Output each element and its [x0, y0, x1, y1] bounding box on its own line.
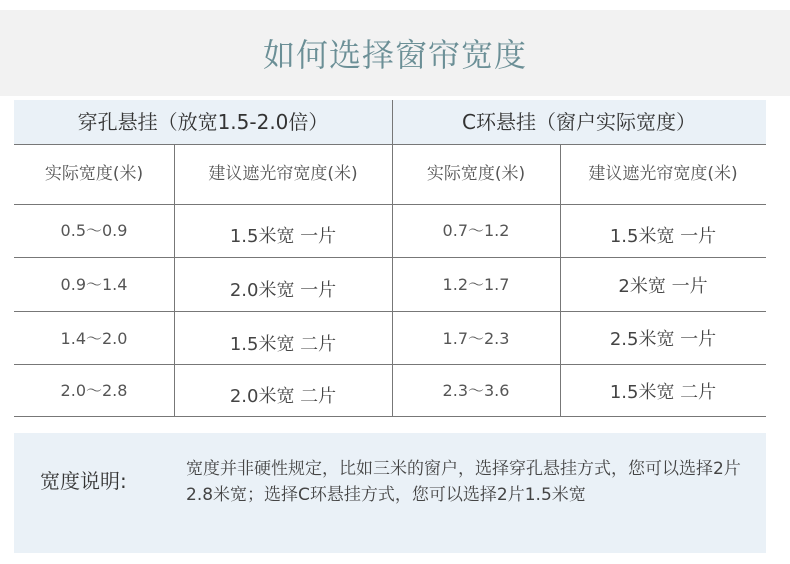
divider — [14, 416, 766, 417]
divider — [392, 100, 393, 417]
column-header-suggested-width: 建议遮光帘宽度(米) — [208, 164, 358, 184]
table-cell: 0.9～1.4 — [60, 275, 128, 294]
table-cell: 2.3～3.6 — [442, 381, 510, 400]
divider — [14, 204, 766, 205]
table-cell: 1.2～1.7 — [442, 275, 510, 294]
table-cell: 2.5米宽 一片 — [609, 329, 717, 350]
group-title-punched: 穿孔悬挂（放宽1.5-2.0倍） — [77, 110, 329, 134]
table-cell: 1.7～2.3 — [442, 329, 510, 348]
table-cell: 1.5米宽 一片 — [229, 226, 337, 247]
table-cell: 1.5米宽 一片 — [609, 226, 717, 247]
divider — [14, 311, 766, 312]
table-cell: 2.0米宽 二片 — [229, 386, 337, 407]
table-cell: 1.5米宽 二片 — [609, 382, 717, 403]
table-cell: 2米宽 一片 — [618, 276, 708, 297]
divider — [14, 364, 766, 365]
table-cell: 0.7～1.2 — [442, 221, 510, 240]
column-header-actual-width: 实际宽度(米) — [426, 164, 526, 184]
table-cell: 2.0～2.8 — [60, 381, 128, 400]
column-header-actual-width: 实际宽度(米) — [44, 164, 144, 184]
page-title: 如何选择窗帘宽度 — [262, 36, 527, 74]
width-note-box — [14, 433, 766, 553]
table-cell: 1.5米宽 二片 — [229, 334, 337, 355]
divider — [174, 144, 175, 417]
table-cell: 1.4～2.0 — [60, 329, 128, 348]
note-text: 宽度并非硬性规定，比如三米的窗户，选择穿孔悬挂方式，您可以选择2片2.8米宽；选择C环悬挂方式，您可以选择2片1.5米宽 — [186, 459, 741, 505]
note-label: 宽度说明: — [40, 469, 127, 493]
divider — [560, 144, 561, 417]
column-header-suggested-width: 建议遮光帘宽度(米) — [588, 164, 738, 184]
group-title-c-ring: C环悬挂（窗户实际宽度） — [462, 110, 696, 134]
divider — [14, 144, 766, 145]
table-cell: 2.0米宽 一片 — [229, 280, 337, 301]
width-table — [14, 100, 766, 417]
table-cell: 0.5～0.9 — [60, 221, 128, 240]
divider — [14, 257, 766, 258]
